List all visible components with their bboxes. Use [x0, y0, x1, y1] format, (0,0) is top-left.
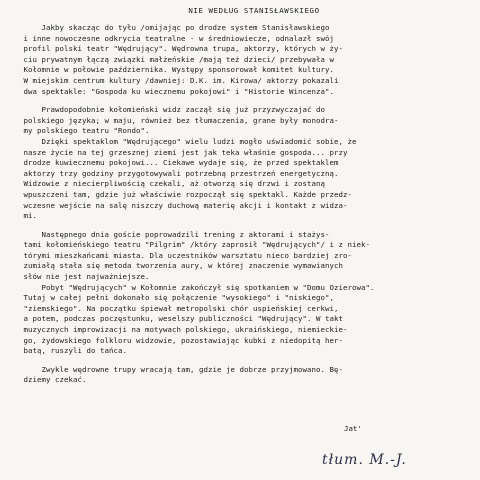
paragraph — [10, 105, 470, 222]
text-line: mi. — [10, 211, 37, 221]
handwritten-signature: tłum. M.-J. — [322, 452, 407, 468]
text-line: go, żydowskiego folkloru widzowie, pozostawiając kubki z niedopitą her- — [10, 335, 343, 345]
paragraph — [10, 230, 470, 357]
text-line: Zwykle wędrowne trupy wracają tam, gdzie je dobrze przyjmowano. Bę- — [10, 364, 343, 374]
text-line: Kołomnie w połowie października. Występy sponsorował komitet kultury. — [10, 65, 334, 75]
text-line: nasze życie na tej grzesznej ziemi jest jak teka właśnie gospoda... przy — [10, 147, 348, 157]
text-line: wpuszczeni tam, gdzie już właściwie rozpoczął się spektakl. Każde przedz- — [10, 189, 352, 199]
text-line: Dzięki spektaklom "Wędrującego" wielu ludzi mogło uświadomić sobie, że — [10, 136, 357, 146]
text-line: batą, ruszyli do tańca. — [10, 346, 127, 356]
text-line: słów nie jest najważniejsze. — [10, 272, 150, 282]
text-line: wczesne wejście na salę niszczy duchową materię akcji i kontakt z widza- — [10, 200, 348, 210]
text-line: i inne nowoczesne odkrycia teatralne - w średniowiecze, odnalazł swój — [10, 33, 334, 43]
text-line: ciu prywatnym łączą związki małżeńskie /mają też dzieci/ przebywała w — [10, 54, 334, 64]
text-line: zumiałą stała się metoda tworzenia aury, w której znaczenie wymawianych — [10, 261, 343, 271]
text-line: Tutaj w całej pełni dokonało się połączenie "wysokiego" i "niskiego", — [10, 293, 334, 303]
document-body — [10, 23, 470, 386]
text-line: Widzowie z niecierpliwością czekali, aż otworzą się drzwi i zostaną — [10, 179, 325, 189]
paragraph — [10, 365, 470, 386]
text-line: Jakby skacząc do tyłu /omijając po drodze system Stanisławskiego — [10, 23, 330, 32]
text-line: "ziemskiego". Na początku śpiewał metropolski chór uspieńskiej cerkwi, — [10, 303, 339, 313]
text-line: profil polski teatr "Wędrujący". Wędrowna trupa, aktorzy, których w ży- — [10, 44, 343, 54]
text-line: Prawdopodobnie kołomieński widz zaczął się już przyzwyczajać do — [10, 105, 325, 115]
text-line: tami kołomieńskiego teatru "Pilgrim" /który zaprosił "Wędrujących"/ i z niek- — [10, 240, 370, 250]
text-line: a potem, podczas poczęstunku, weselszy publiczności "Wędrujący". W takt — [10, 314, 343, 324]
text-line: W miejskim centrum kultury /dawniej: D.K. im. Kirowa/ aktorzy pokazali — [10, 75, 339, 85]
text-line: drodze kuwiecznemu pokojowi... Ciekawe wydaje się, że przed spektaklem — [10, 158, 339, 168]
text-line: my polskiego teatru "Rondo". — [10, 126, 150, 136]
text-line: dziemy czekać. — [10, 375, 87, 385]
document-title: NIE WEDŁUG STANISŁAWSKIEGO — [188, 6, 320, 15]
paragraph — [10, 23, 470, 97]
text-line: aktorzy trzy godziny przygotowywali potrzebną przestrzeń energetyczną. — [10, 168, 339, 178]
text-line: Następnego dnia goście poprowadzili trening z aktorami i stażys- — [10, 229, 330, 239]
text-line: polskiego języka; w maju, również bez tłumaczenia, grane były monodra- — [10, 115, 339, 125]
text-line: muzycznych improwizacji na motywach polskiego, ukraińskiego, niemieckie- — [10, 325, 348, 335]
text-line: Pobyt "Wędrujących" w Kołomnie zakończył się spotkaniem w "Domu Ozierowa". — [10, 282, 375, 292]
text-line: tórymi mieszkańcami miasta. Dla uczestników warsztatu nieco bardziej zro- — [10, 250, 352, 260]
text-line: dwa spektakle: "Gospoda ku wiecznemu pokojowi" i "Historie Wincenza". — [10, 86, 334, 96]
author-initials: Jat' — [344, 424, 362, 433]
